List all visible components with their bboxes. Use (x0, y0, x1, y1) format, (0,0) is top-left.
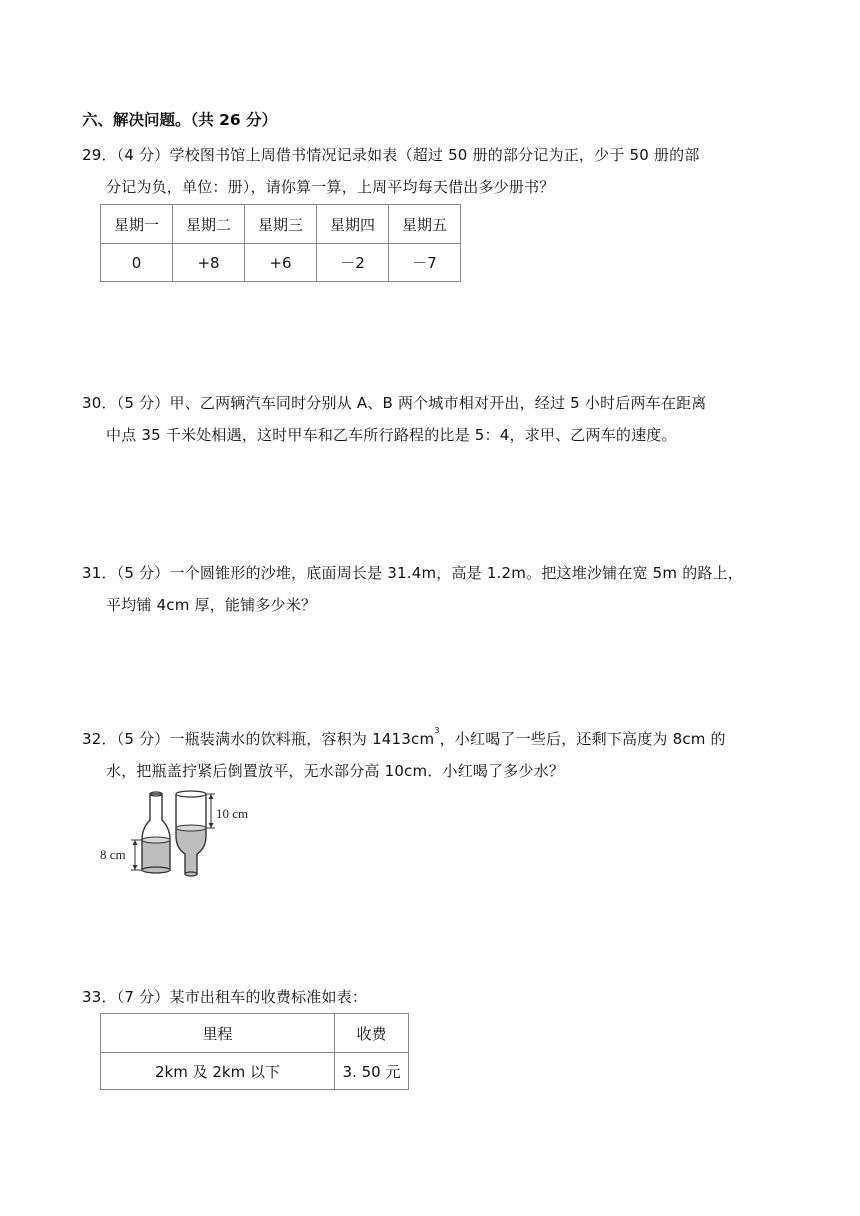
q32-line1 (82, 728, 726, 749)
table-cell: －7 (389, 244, 461, 282)
q33-table (100, 1013, 409, 1090)
q31-line2: 平均铺 4cm 厚，能铺多少米？ (106, 596, 317, 614)
table-header-cell: 里程 (101, 1014, 335, 1053)
table-header-cell: 星期二 (173, 205, 245, 244)
table-cell: 2km 及 2km 以下 (101, 1053, 335, 1090)
q32-line2: 水，把瓶盖拧紧后倒置放平，无水部分高 10cm．小红喝了多少水？ (106, 762, 565, 780)
label-8cm: 8 cm (100, 847, 126, 862)
superscript-3: 3 (434, 726, 440, 735)
table-cell: 3. 50 元 (335, 1053, 409, 1090)
table-header-cell: 星期五 (389, 205, 461, 244)
q30-line2: 中点 35 千米处相遇，这时甲车和乙车所行路程的比是 5：4，求甲、乙两车的速度。 (106, 426, 677, 444)
table-header-cell: 星期三 (245, 205, 317, 244)
section-title: 六、解决问题。（共 26 分） (82, 111, 278, 129)
table-header-cell: 星期一 (101, 205, 173, 244)
table-row (101, 1053, 409, 1090)
q30-line1: 30．（5 分）甲、乙两辆汽车同时分别从 A、B 两个城市相对开出，经过 5 小时后两车在距离 (82, 394, 707, 412)
q29-table (100, 204, 461, 282)
table-header-cell: 收费 (335, 1014, 409, 1053)
q33-line1: 33．（7 分）某市出租车的收费标准如表： (82, 988, 368, 1006)
table-row (101, 244, 461, 282)
label-10cm: 10 cm (216, 806, 249, 821)
table-cell: +8 (173, 244, 245, 282)
table-row (101, 205, 461, 244)
table-cell: +6 (245, 244, 317, 282)
table-row (101, 1014, 409, 1053)
table-cell: 0 (101, 244, 173, 282)
q32-line1-b: ，小红喝了一些后，还剩下高度为 8cm 的 (439, 730, 726, 748)
q29-line1: 29．（4 分）学校图书馆上周借书情况记录如表（超过 50 册的部分记为正，少于 50 册的部 (82, 146, 700, 164)
table-header-cell: 星期四 (317, 205, 389, 244)
q31-line1: 31．（5 分）一个圆锥形的沙堆，底面周长是 31.4m，高是 1.2m。把这堆沙铺在宽 5m 的路上， (82, 564, 744, 582)
q32-line1-a: 32．（5 分）一瓶装满水的饮料瓶，容积为 1413cm (82, 730, 435, 748)
bottle-figure (100, 790, 256, 878)
table-cell: －2 (317, 244, 389, 282)
q29-line2: 分记为负，单位：册），请你算一算，上周平均每天借出多少册书？ (106, 178, 555, 196)
